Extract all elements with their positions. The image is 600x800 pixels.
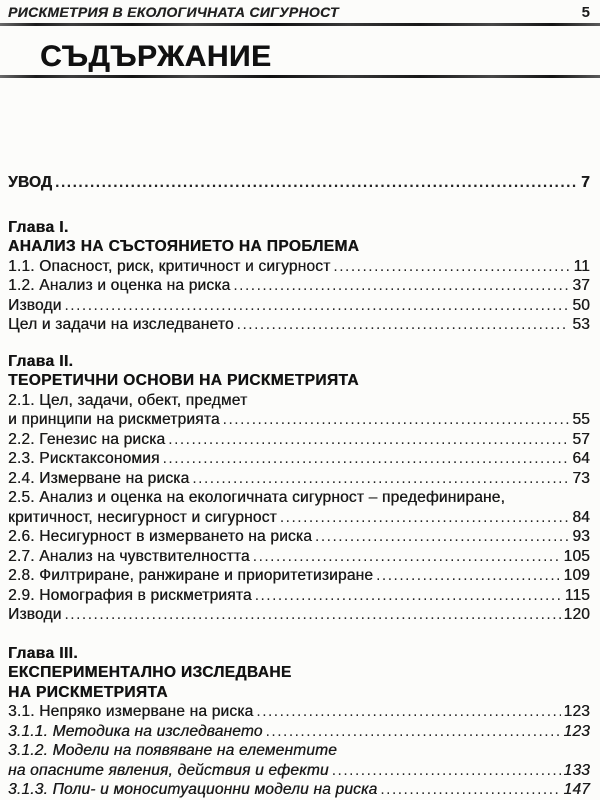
toc-entry-label: 1.1. Опасност, риск, критичност и сигурност (8, 257, 331, 275)
toc-entry (8, 391, 590, 411)
toc-page-number: 11 (573, 257, 590, 275)
toc-page-number: 50 (572, 296, 590, 314)
title-divider (0, 75, 600, 78)
toc-page-number: 37 (572, 277, 590, 294)
toc-entry-continuation (8, 410, 590, 430)
header-divider (0, 23, 600, 26)
dot-leader (223, 410, 570, 430)
toc-entry-label: 2.2. Генезис на риска (8, 430, 166, 448)
toc-page-number: 120 (563, 606, 590, 623)
running-header-title: РИСКМЕТРИЯ В ЕКОЛОГИЧНАТА СИГУРНОСТ (8, 4, 339, 20)
toc-entry-label: 2.4. Измерване на риска (8, 469, 190, 487)
dot-leader (65, 296, 570, 316)
dot-leader (256, 702, 560, 722)
toc-entry (8, 527, 590, 547)
toc-chapter-heading (8, 371, 590, 391)
toc-entry-label: 2.3. Рисктаксономия (8, 450, 160, 467)
toc-chapter-heading (8, 352, 590, 372)
dot-leader (332, 761, 561, 781)
toc-entry (8, 276, 590, 296)
toc-page-number: 123 (563, 703, 590, 720)
toc-page-number: 64 (572, 450, 590, 467)
toc-entry (8, 257, 590, 277)
chapter-title: ТЕОРЕТИЧНИ ОСНОВИ НА РИСКМЕТРИЯТА (8, 372, 359, 389)
dot-leader (280, 508, 570, 528)
toc-entry-label: 2.9. Номография в рискметрията (8, 586, 252, 604)
toc-entry-continuation (8, 761, 590, 781)
dot-leader (163, 449, 570, 469)
toc-entry (8, 605, 590, 625)
toc-chapter-heading (8, 237, 590, 257)
toc-page-number: 105 (563, 547, 590, 565)
toc-entry (8, 469, 590, 489)
toc-entry-label: и принципи на рискметрията (8, 411, 220, 428)
dot-leader (65, 605, 561, 625)
chapter-title: ЕКСПЕРИМЕНТАЛНО ИЗСЛЕДВАНЕ (8, 664, 292, 681)
toc-entry (8, 430, 590, 450)
toc-page-number: 84 (572, 508, 590, 526)
toc-entry-label: 2.6. Несигурност в измерването на риска (8, 528, 313, 545)
toc-entry (8, 722, 590, 742)
toc-entry-label: 3.1.3. Поли- и моноситуационни модели на риска (8, 781, 378, 798)
toc-chapter-heading (8, 683, 590, 703)
chapter-label: Глава II. (8, 352, 74, 370)
dot-leader (168, 430, 569, 450)
toc-entry-label: 2.8. Филтриране, ранжиране и приоритетизиране (8, 567, 374, 584)
page-number: 5 (581, 4, 590, 21)
toc-entry-label: 3.1.2. Модели на появяване на елементите (8, 742, 337, 759)
dot-leader (333, 257, 570, 277)
toc-entry (8, 449, 590, 469)
toc-entry (8, 780, 590, 800)
toc-chapter-heading (8, 218, 590, 238)
toc-page-number: 123 (563, 722, 590, 740)
toc-entry-continuation (8, 508, 590, 528)
table-of-contents (0, 173, 600, 800)
toc-page-number: 7 (581, 174, 590, 191)
dot-leader (55, 173, 578, 193)
toc-page-number: 73 (572, 469, 590, 487)
toc-entry (8, 702, 590, 722)
toc-entry-label: Изводи (8, 606, 62, 623)
dot-leader (380, 780, 560, 800)
toc-page-number: 55 (572, 411, 590, 428)
toc-entry (8, 296, 590, 316)
toc-entry-label: на опасните явления, действия и ефекти (8, 761, 329, 779)
chapter-label: Глава I. (8, 218, 69, 236)
chapter-label: Глава III. (8, 644, 78, 662)
chapter-title: АНАЛИЗ НА СЪСТОЯНИЕТО НА ПРОБЛЕМА (8, 238, 360, 255)
chapter-title: НА РИСКМЕТРИЯТА (8, 683, 168, 701)
dot-leader (266, 722, 561, 742)
dot-leader (315, 527, 569, 547)
toc-page-number: 133 (563, 761, 590, 779)
dot-leader (237, 315, 570, 335)
toc-entry-label: 3.1.1. Методика на изследването (8, 722, 263, 740)
toc-entry (8, 741, 590, 761)
toc-entry-label: УВОД (8, 174, 53, 191)
toc-chapter-heading (8, 663, 590, 683)
toc-entry-label: 2.7. Анализ на чувствителността (8, 547, 250, 565)
toc-page-number: 53 (572, 316, 590, 333)
page-title: СЪДЪРЖАНИЕ (40, 40, 272, 73)
toc-entry-label: Цел и задачи на изследването (8, 316, 234, 333)
toc-page-number: 93 (572, 528, 590, 545)
toc-entry-label: 3.1. Непряко измерване на риска (8, 703, 254, 720)
toc-page-number: 115 (564, 586, 590, 604)
toc-entry-label: 1.2. Анализ и оценка на риска (8, 277, 231, 294)
toc-entry (8, 173, 590, 193)
toc-entry (8, 586, 590, 606)
toc-entry (8, 566, 590, 586)
toc-page-number: 57 (572, 430, 590, 448)
dot-leader (233, 276, 569, 296)
toc-entry (8, 488, 590, 508)
toc-entry-label: критичност, несигурност и сигурност (8, 508, 277, 526)
dot-leader (255, 586, 562, 606)
toc-entry (8, 315, 590, 335)
toc-page-number: 147 (563, 781, 590, 798)
toc-entry-label: 2.1. Цел, задачи, обект, предмет (8, 391, 248, 409)
toc-entry (8, 547, 590, 567)
running-header (0, 0, 600, 21)
toc-chapter-heading (8, 644, 590, 664)
toc-entry-label: 2.5. Анализ и оценка на екологичната сигурност – предефиниране, (8, 489, 506, 506)
dot-leader (192, 469, 569, 489)
dot-leader (253, 547, 561, 567)
dot-leader (376, 566, 560, 586)
toc-entry-label: Изводи (8, 296, 62, 314)
toc-page-number: 109 (563, 567, 590, 584)
